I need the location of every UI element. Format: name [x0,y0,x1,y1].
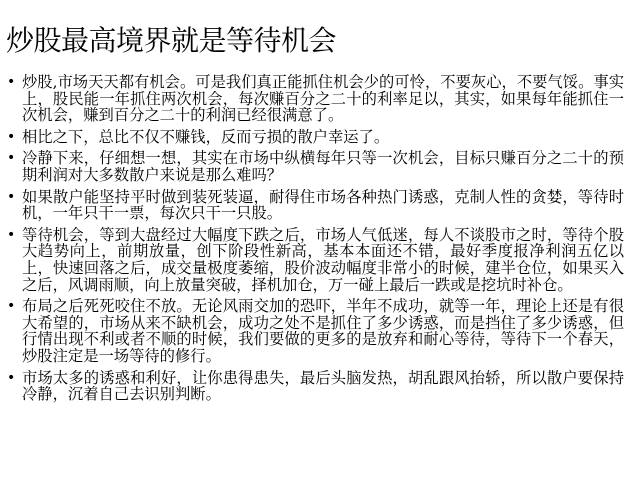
bullet-text: 市场太多的诱惑和利好，让你患得患失，最后头脑发热，胡乱跟风抬轿，所以散户要保持冷静，沉着自己去识别判断。 [22,368,624,404]
bullet-text: 等待机会，等到大盘经过大幅度下跌之后，市场人气低迷，每人不谈股市之时，等待个股大趋势向上，前期放量，创下阶段性新高，基本本面还不错，最好季度报净利润五亿以上，快速回落之后，成交量极度萎缩，股价波动幅度非常小的时候，建半仓位，如果买入之后，风调雨顺，向上放量突破，择机加仓，万一碰上最后一跌或是挖坑时补仓。 [22,225,624,294]
bullet-text: 炒股,市场天天都有机会。可是我们真正能抓住机会少的可怜，不要灰心，不要气馁。事实上，股民能一年抓住两次机会，每次赚百分之二十的利率足以，其实，如果每年能抓住一次机会，赚到百分之二十的利润已经很满意了。 [22,73,624,125]
bullet-text: 如果散户能坚持平时做到装死装逼，耐得住市场各种热门诱惑，克制人性的贪婪，等待时机，一年只干一票，每次只干一只股。 [22,187,624,223]
bullet-item [6,298,624,364]
bullet-dot-icon: • [7,128,16,145]
bullet-dot-icon: • [7,369,16,386]
bullet-item [6,129,624,146]
bullet-item [6,227,624,293]
bullet-dot-icon: • [7,298,16,315]
bullet-dot-icon: • [7,150,16,167]
bullet-list [6,74,624,403]
bullet-text: 冷静下来，仔细想一想，其实在市场中纵横每年只等一次机会，目标只赚百分之二十的预期利润对大多数散户来说是那么难吗？ [22,149,624,184]
bullet-item [6,189,624,222]
bullet-item [6,370,624,403]
bullet-item [6,74,624,124]
bullet-text: 布局之后死死咬住不放。无论风雨交加的恐吓，半年不成功，就等一年，理论上还是有很大希望的，市场从来不缺机会，成功之处不是抓住了多少诱惑，而是挡住了多少诱惑，但行情出现不利或者不顺的时候，我们要做的更多的是放弃和耐心等待，等待下一个春天，炒股注定是一场等待的修行。 [22,297,624,365]
bullet-dot-icon: • [7,74,16,90]
bullet-item [6,150,624,183]
slide-title: 炒股最高境界就是等待机会 [6,24,337,57]
bullet-dot-icon: • [7,188,16,205]
bullet-text: 相比之下，总比不仅不赚钱，反而亏损的散户幸运了。 [22,127,390,146]
bullet-dot-icon: • [7,226,16,243]
